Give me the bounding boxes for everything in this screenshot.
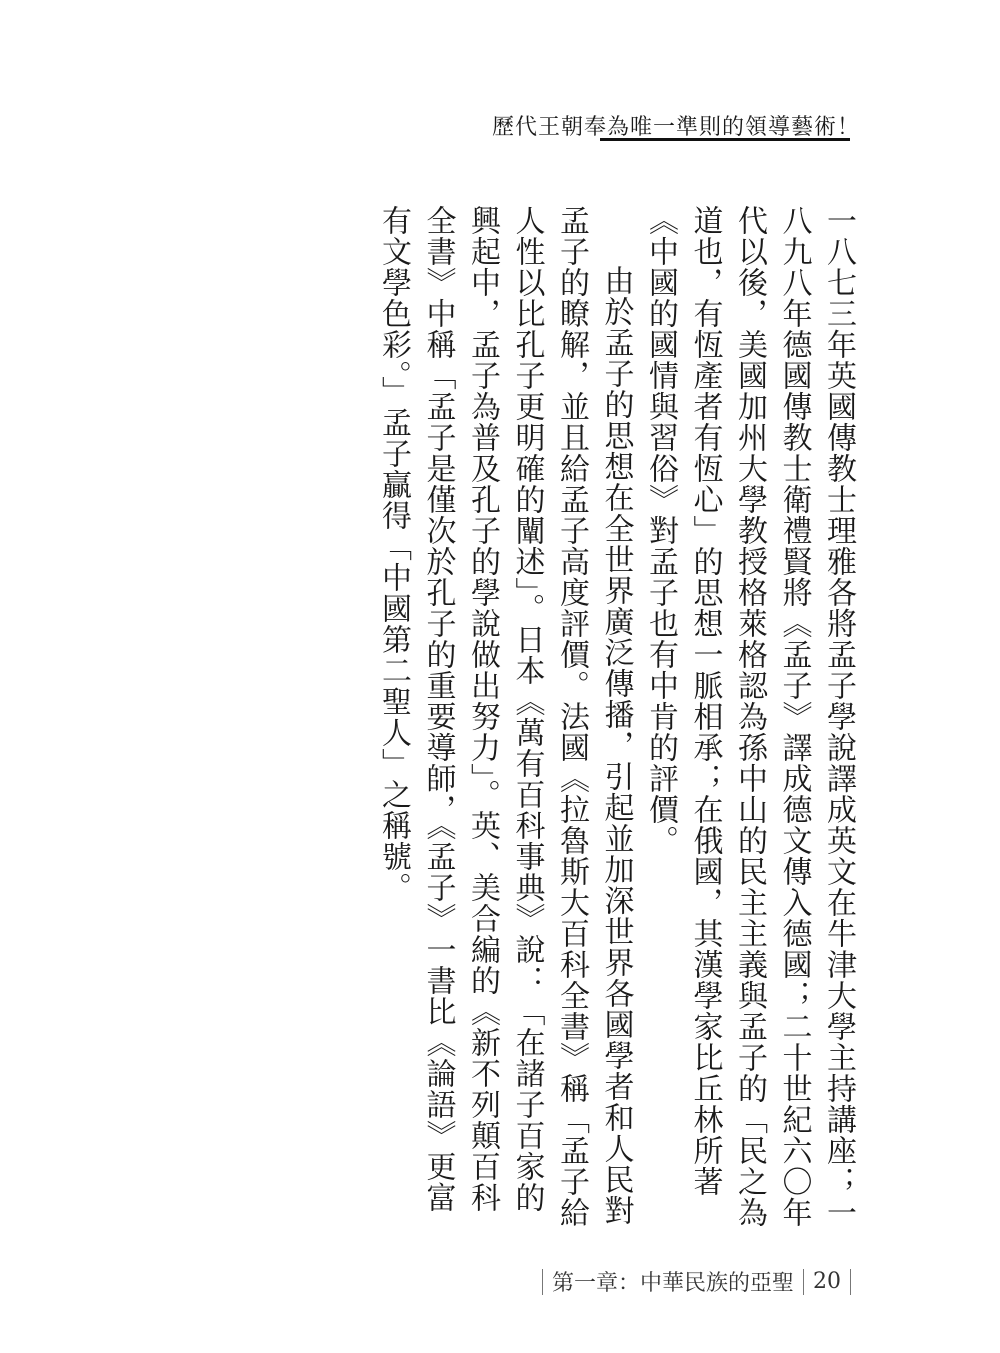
chapter-title: 第一章：中華民族的亞聖	[551, 1271, 794, 1296]
header-rule	[600, 138, 850, 141]
running-head: 歷代王朝奉為唯一準則的領導藝術！	[491, 115, 860, 140]
body-text	[371, 205, 861, 1235]
footer-divider	[542, 1269, 543, 1295]
footer-divider	[850, 1269, 851, 1295]
paragraph-2: 由於孟子的思想在全世界廣泛傳播，引起並加深世界各國學者和人民對孟子的瞭解，並且給孟子高度評價。法國《拉魯斯大百科全書》稱「孟子給人性以比孔子更明確的闡述」。日本《萬有百科事典》說：「在諸子百家的興起中，孟子為普及孔子的學說做出努力」。英、美合編的《新不列顛百科全書》中稱「孟子是僅次於孔子的重要導師，《孟子》一書比《論語》更富有文學色彩。」孟子贏得「中國第二聖人」之稱號。	[376, 205, 634, 1228]
page-footer	[533, 1266, 860, 1297]
paragraph-1: 一八七三年英國傳教士理雅各將孟子學說譯成英文在牛津大學主持講座；一八九八年德國傳教士衛禮賢將《孟子》譯成德文傳入德國；二十世紀六〇年代以後，美國加州大學教授格萊格認為孫中山的民主主義與孟子的「民之為道也，有恆產者有恆心」的思想一脈相承；在俄國，其漢學家比丘林所著《中國的國情與習俗》對孟子也有中肯的評價。	[643, 205, 856, 1228]
footer-divider	[803, 1269, 804, 1295]
page-number: 20	[813, 1269, 841, 1294]
